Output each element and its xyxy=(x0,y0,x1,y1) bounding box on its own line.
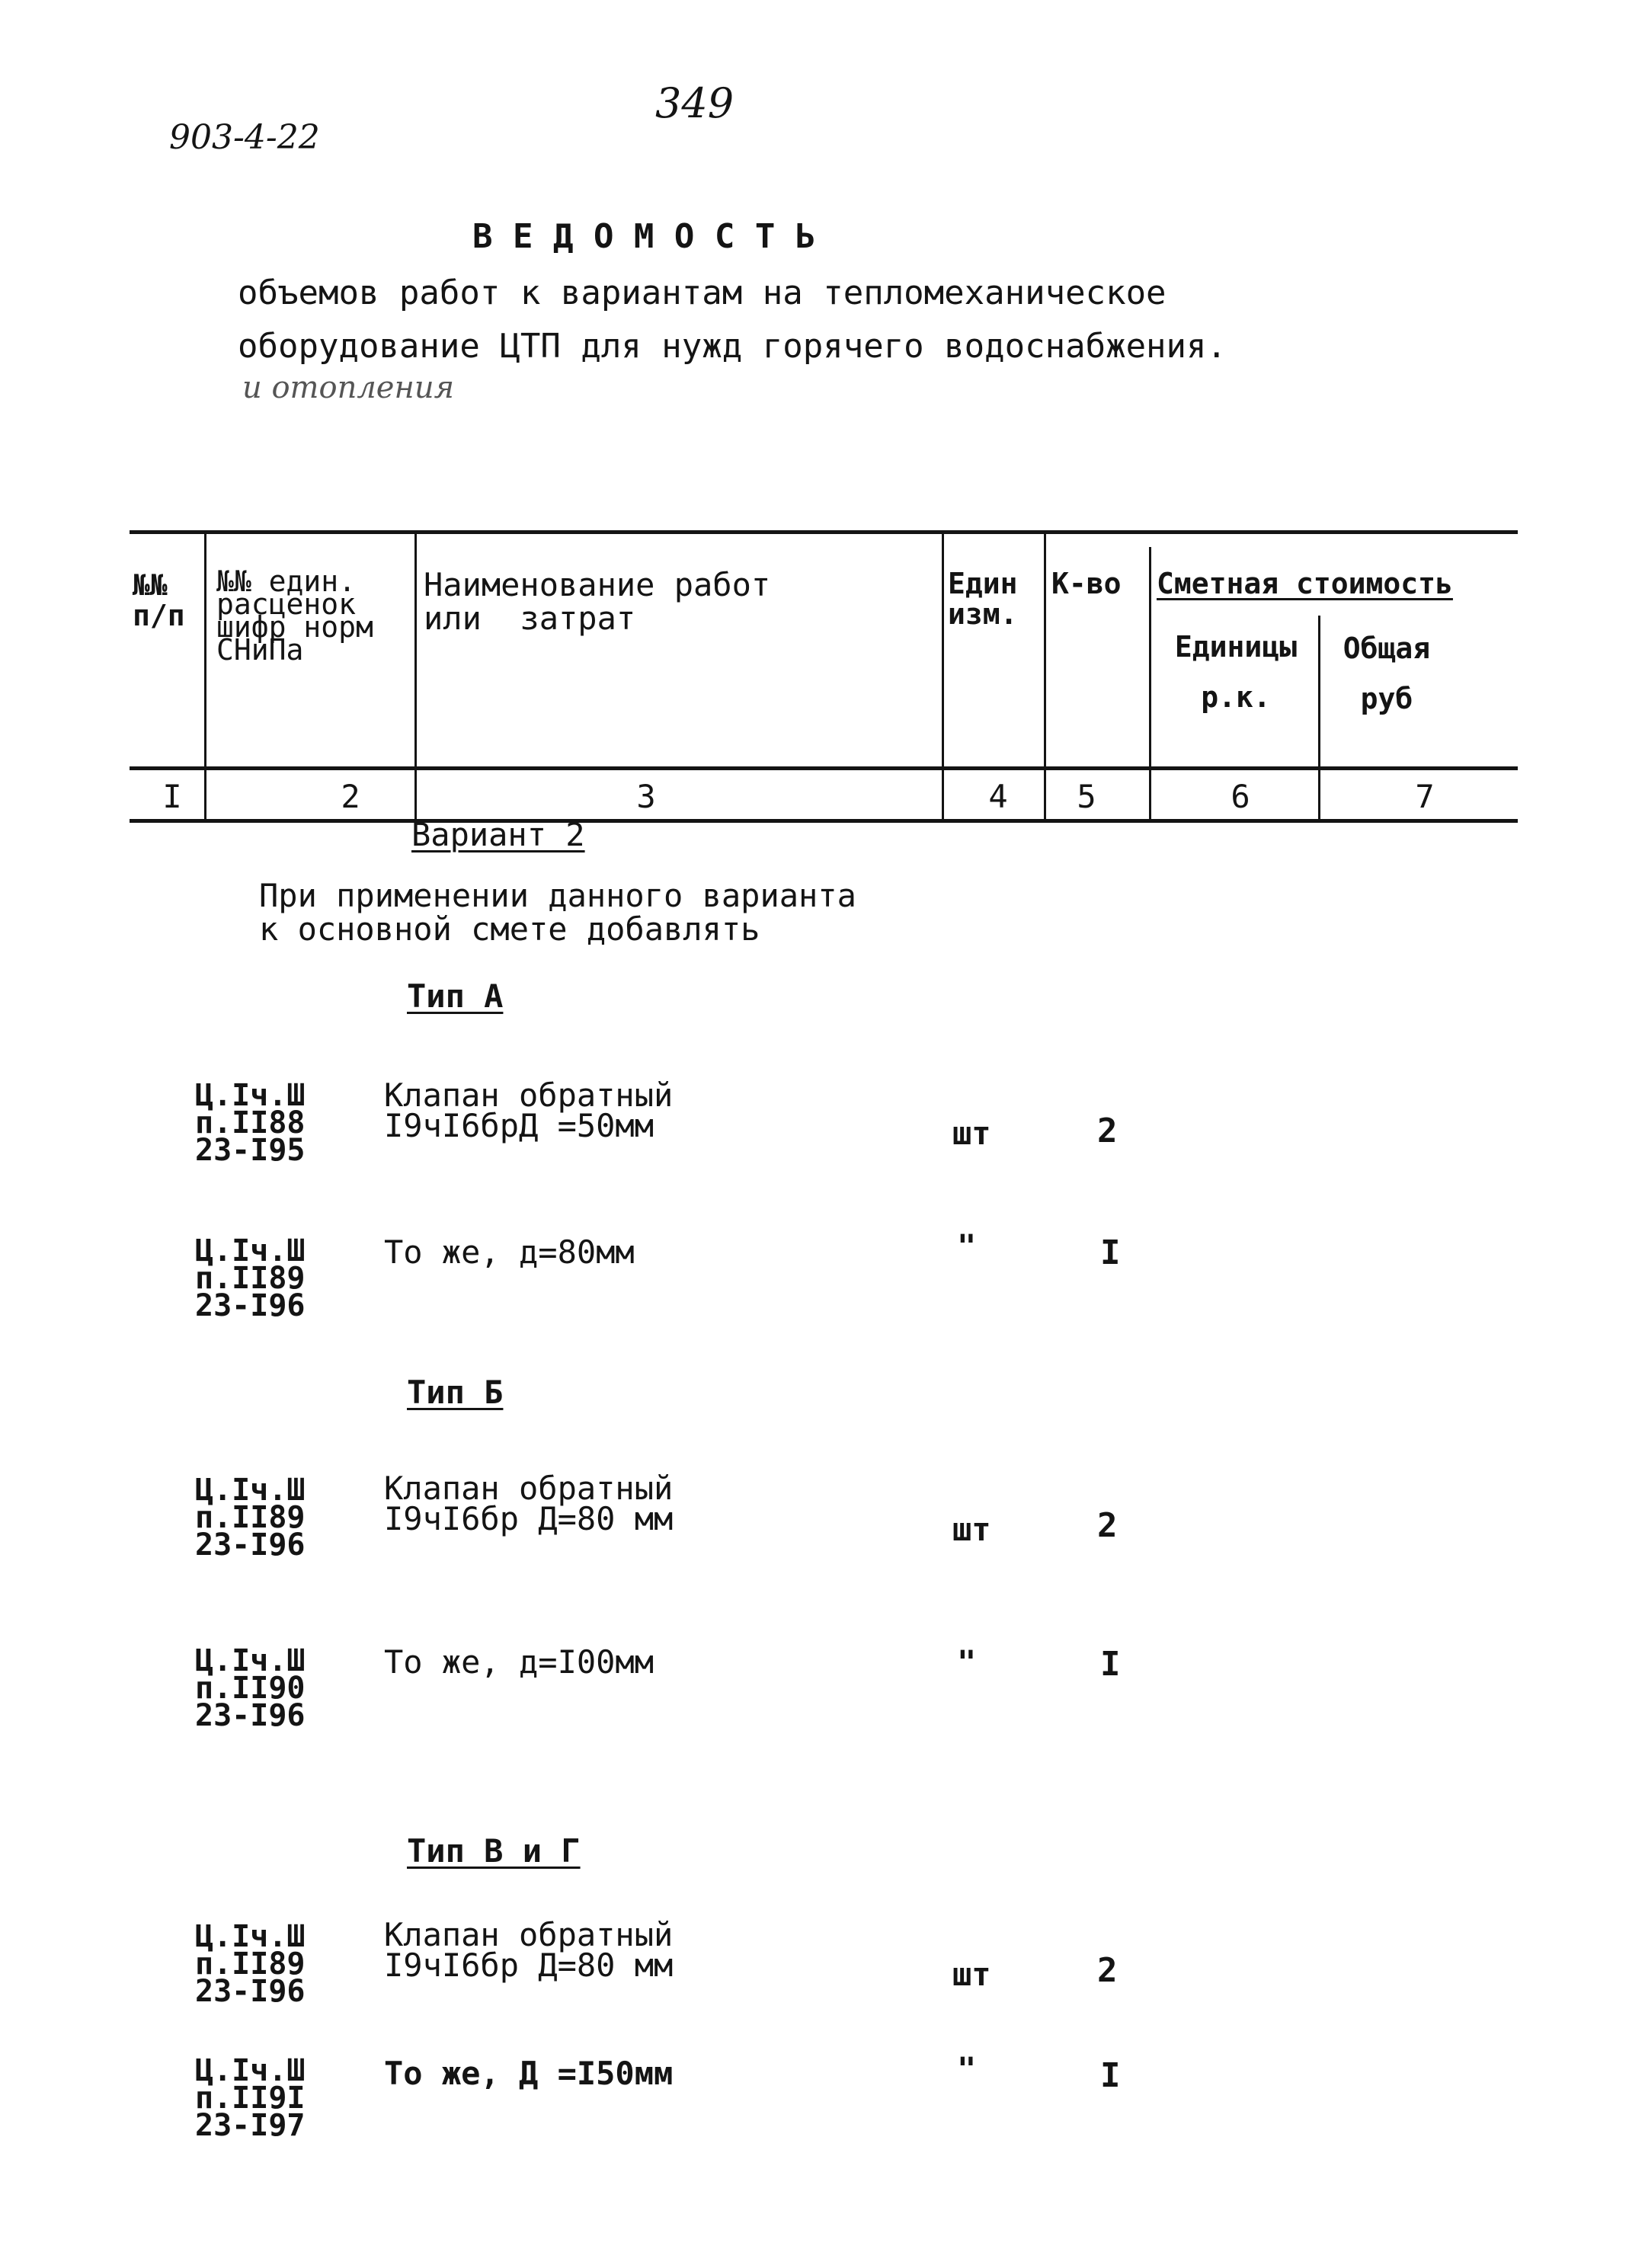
header-col-6: Единицы р.к. xyxy=(1174,630,1298,714)
page-title: В Е Д О М О С Т Ь xyxy=(472,217,816,256)
subtitle-line-2: оборудование ЦТП для нужд горячего водоснабжения. xyxy=(238,327,1227,366)
document-code: 903-4-22 xyxy=(169,118,320,157)
variant-note: При применении данного варианта к основной смете добавлять xyxy=(259,877,856,948)
row-unit: " xyxy=(957,1643,977,1681)
row-qty: I xyxy=(1100,1645,1121,1684)
row-qty: 2 xyxy=(1097,1112,1118,1150)
row-name: То же, Д =I50мм xyxy=(384,2055,674,2092)
row-unit: шт xyxy=(952,1511,991,1548)
variant-title: Вариант 2 xyxy=(411,816,585,853)
col-divider-2 xyxy=(414,533,417,821)
header-col-2: №№ един. расценок шифр норм СНиПа xyxy=(216,565,373,667)
row-qty: I xyxy=(1100,2056,1121,2095)
row-qty: I xyxy=(1100,1233,1121,1272)
header-bottom-rule xyxy=(130,766,1518,770)
row-name: Клапан обратный I9чI6бр Д=80 мм xyxy=(384,1916,674,1984)
section-title-type-a: Тип А xyxy=(407,977,504,1015)
row-unit: " xyxy=(957,2050,977,2087)
header-top-rule xyxy=(130,530,1518,534)
header-col-6-7: Сметная стоимость xyxy=(1157,567,1453,600)
column-number-1: I xyxy=(162,778,182,815)
column-number-5: 5 xyxy=(1077,778,1096,815)
column-number-4: 4 xyxy=(988,778,1008,815)
row-qty: 2 xyxy=(1097,1951,1118,1990)
col-divider-1 xyxy=(204,533,206,821)
row-unit: " xyxy=(957,1227,977,1265)
header-col-7: Общая руб xyxy=(1343,632,1431,715)
section-title-type-v-g: Тип В и Г xyxy=(407,1832,581,1870)
row-unit: шт xyxy=(952,1115,991,1152)
row-code: Ц.Iч.Ш п.II90 23-I96 xyxy=(195,1643,306,1733)
row-name: Клапан обратный I9чI6брД =50мм xyxy=(384,1076,674,1144)
col-divider-4 xyxy=(1044,533,1046,821)
row-qty: 2 xyxy=(1097,1506,1118,1545)
numbers-bottom-rule xyxy=(130,819,1518,823)
column-number-3: 3 xyxy=(636,778,656,815)
page-number: 349 xyxy=(655,79,734,127)
row-code: Ц.Iч.Ш п.II89 23-I96 xyxy=(195,1919,306,2009)
column-number-7: 7 xyxy=(1415,778,1435,815)
header-col-5: К-во xyxy=(1051,567,1122,600)
row-unit: шт xyxy=(952,1956,991,1993)
row-code: Ц.Iч.Ш п.II89 23-I96 xyxy=(195,1233,306,1323)
subtitle-line-1: объемов работ к вариантам на тепломеханическое xyxy=(238,274,1167,312)
row-code: Ц.Iч.Ш п.II89 23-I96 xyxy=(195,1473,306,1563)
header-col-3: Наименование работ или затрат xyxy=(424,566,771,637)
row-code: Ц.Iч.Ш п.II9I 23-I97 xyxy=(195,2053,306,2143)
header-col-1: №№ п/п xyxy=(133,568,185,632)
column-number-2: 2 xyxy=(341,778,360,815)
row-code: Ц.Iч.Ш п.II88 23-I95 xyxy=(195,1078,306,1168)
header-col-4: Един изм. xyxy=(948,567,1018,631)
col-divider-5 xyxy=(1149,547,1151,821)
row-name: То же, д=I00мм xyxy=(384,1643,654,1681)
col-divider-6 xyxy=(1318,616,1320,821)
handwritten-addition: и отопления xyxy=(242,370,455,405)
column-number-6: 6 xyxy=(1231,778,1250,815)
col-divider-3 xyxy=(942,533,944,821)
row-name: Клапан обратный I9чI6бр Д=80 мм xyxy=(384,1470,674,1537)
row-name: То же, д=80мм xyxy=(384,1233,635,1271)
section-title-type-b: Тип Б xyxy=(407,1374,504,1411)
